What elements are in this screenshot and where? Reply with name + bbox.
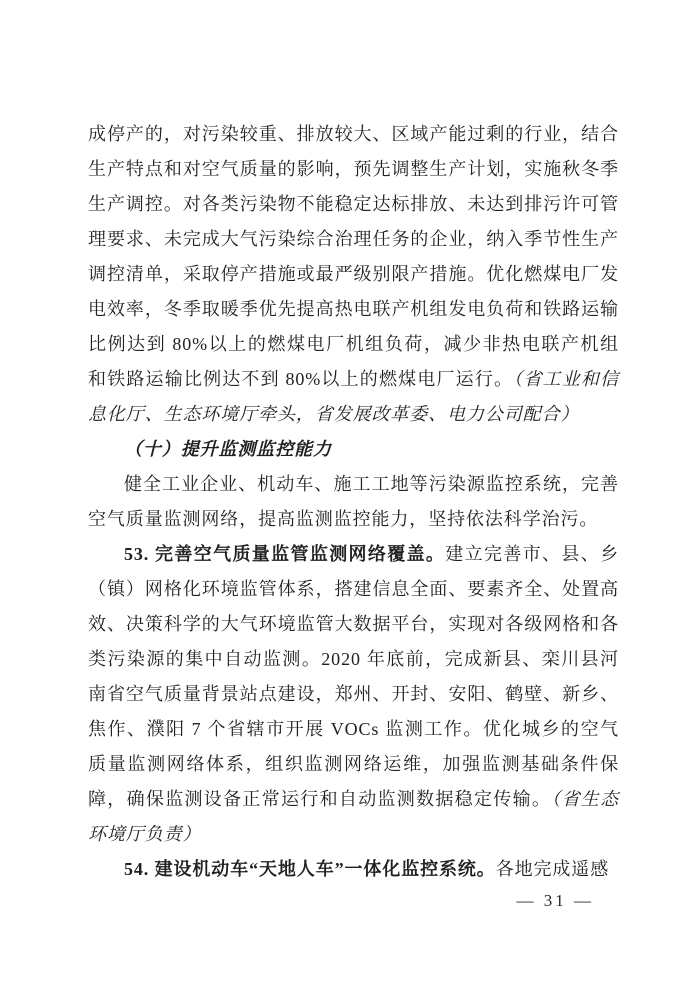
- section-heading: [88, 432, 619, 467]
- item-53-body: 建立完善市、县、乡（镇）网格化环境监管体系，搭建信息全面、要素齐全、处置高效、决策科学的大气环境监管大数据平台，实现对各级网格和各类污染源的集中自动监测。2020 年底前，完成新县、栾川县河南省空气质量背景站点建设，郑州、开封、安阳、鹤壁、新乡、焦作、濮阳 7 个省辖市开展 VOCs 监测工作。优化城乡的空气质量监测网络体系，组织监测网络运维，加强监测基础条件保障，确保监测设备正常运行和自动监测数据稳定传输。: [88, 544, 619, 809]
- paragraph-item-53: [88, 537, 619, 852]
- paragraph-section-intro: [88, 467, 619, 537]
- paragraph-text: 健全工业企业、机动车、施工工地等污染源监控系统，完善空气质量监测网络，提高监测监控能力，坚持依法科学治污。: [88, 474, 619, 529]
- responsibility-clause: （省工业和信息化厅、生态环境厅牵头，省发展改革委、电力公司配合）: [88, 369, 619, 424]
- paragraph-item-54: [88, 852, 619, 887]
- page-number: — 31 —: [516, 891, 594, 910]
- section-heading-text: （十）提升监测监控能力: [124, 439, 332, 459]
- responsibility-clause: （省生态环境厅负责）: [88, 789, 619, 844]
- item-54-title: 54. 建设机动车“天地人车”一体化监控系统。: [124, 859, 496, 879]
- paragraph-text: 成停产的，对污染较重、排放较大、区域产能过剩的行业，结合生产特点和对空气质量的影响，预先调整生产计划，实施秋冬季生产调控。对各类污染物不能稳定达标排放、未达到排污许可管理要求、未完成大气污染综合治理任务的企业，纳入季节性生产调控清单，采取停产措施或最严级别限产措施。优化燃煤电厂发电效率，冬季取暖季优先提高热电联产机组发电负荷和铁路运输比例达到 80%以上的燃煤电厂机组负荷，减少非热电联产机组和铁路运输比例达不到 80%以上的燃煤电厂运行。: [88, 124, 619, 389]
- document-body: [88, 117, 619, 887]
- page-footer: [517, 889, 595, 913]
- item-53-title: 53. 完善空气质量监管监测网络覆盖。: [124, 544, 446, 564]
- paragraph-continuation: [88, 117, 619, 432]
- item-54-body: 各地完成遥感: [495, 859, 610, 879]
